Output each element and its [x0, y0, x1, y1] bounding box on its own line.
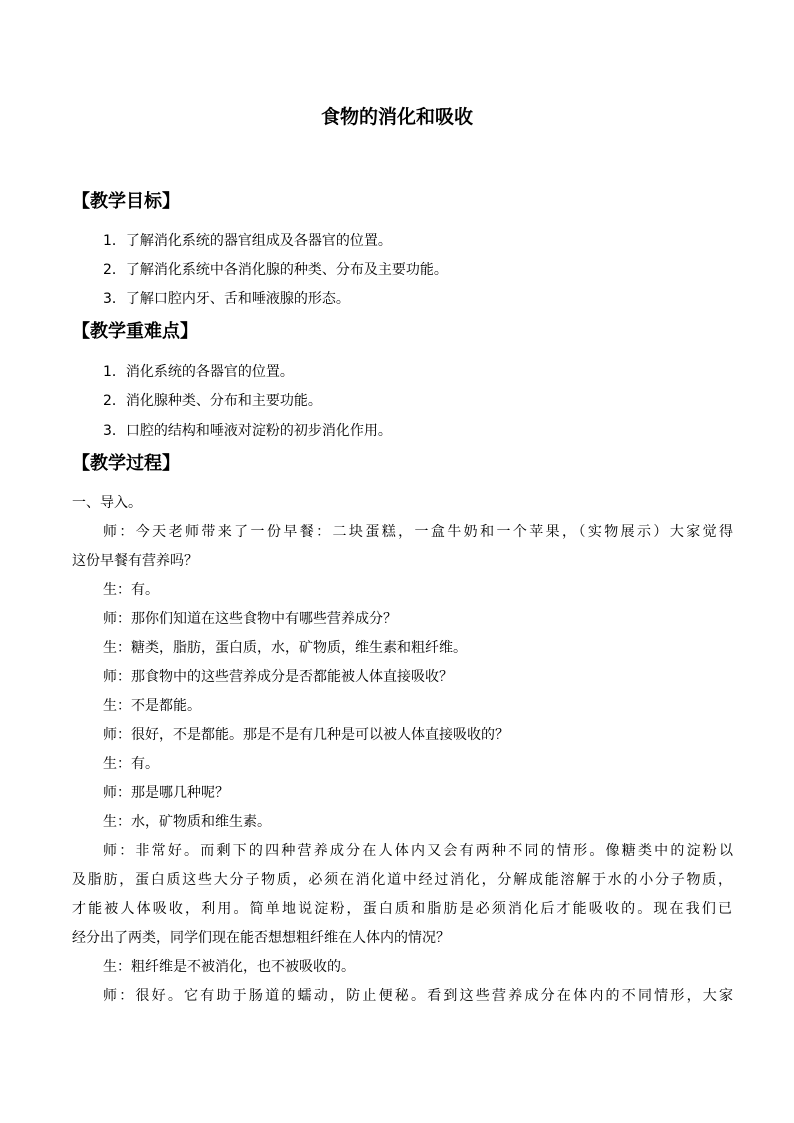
goals-heading: 【教学目标】 — [72, 191, 180, 212]
key-point-item: 1．消化系统的各器官的位置。 — [103, 364, 294, 380]
dialogue-line: 师：那是哪几种呢？ — [103, 785, 229, 801]
goal-item: 2．了解消化系统中各消化腺的种类、分布及主要功能。 — [103, 262, 448, 278]
dialogue-line: 生：粗纤维是不被消化，也不被吸收的。 — [103, 959, 355, 975]
process-intro: 一、导入。 — [72, 495, 142, 511]
process-heading: 【教学过程】 — [72, 453, 180, 474]
key-points-heading: 【教学重难点】 — [72, 321, 198, 342]
dialogue-line: 师：那食物中的这些营养成分是否都能被人体直接吸收？ — [103, 669, 453, 685]
dialogue-line: 师：非常好。而剩下的四种营养成分在人体内又会有两种不同的情形。像糖类中的淀粉以 — [103, 843, 733, 859]
dialogue-line: 师：很好，不是都能。那是不是有几种是可以被人体直接吸收的？ — [103, 727, 509, 743]
dialogue-line: 师：那你们知道在这些食物中有哪些营养成分？ — [103, 611, 397, 627]
dialogue-line: 生：有。 — [103, 756, 159, 772]
dialogue-line: 这份早餐有营养吗？ — [72, 553, 198, 569]
dialogue-line: 及脂肪，蛋白质这些大分子物质，必须在消化道中经过消化，分解成能溶解于水的小分子物质， — [72, 872, 732, 888]
dialogue-line: 才能被人体吸收，利用。简单地说淀粉，蛋白质和脂肪是必须消化后才能吸收的。现在我们已 — [72, 901, 732, 917]
goal-item: 3．了解口腔内牙、舌和唾液腺的形态。 — [103, 291, 350, 307]
key-point-item: 2．消化腺种类、分布和主要功能。 — [103, 393, 322, 409]
document-title: 食物的消化和吸收 — [320, 106, 473, 128]
key-point-item: 3．口腔的结构和唾液对淀粉的初步消化作用。 — [103, 423, 392, 439]
dialogue-line: 经分出了两类，同学们现在能否想想粗纤维在人体内的情况？ — [72, 930, 450, 946]
dialogue-line: 师：今天老师带来了一份早餐：二块蛋糕，一盒牛奶和一个苹果，（实物展示）大家觉得 — [103, 524, 733, 540]
dialogue-line: 生：糖类，脂肪，蛋白质，水，矿物质，维生素和粗纤维。 — [103, 640, 467, 656]
dialogue-line: 生：有。 — [103, 582, 159, 598]
goal-item: 1．了解消化系统的器官组成及各器官的位置。 — [103, 233, 392, 249]
dialogue-line: 生：水，矿物质和维生素。 — [103, 814, 271, 830]
dialogue-line: 生：不是都能。 — [103, 698, 201, 714]
dialogue-line: 师：很好。它有助于肠道的蠕动，防止便秘。看到这些营养成分在体内的不同情形，大家 — [103, 988, 733, 1004]
